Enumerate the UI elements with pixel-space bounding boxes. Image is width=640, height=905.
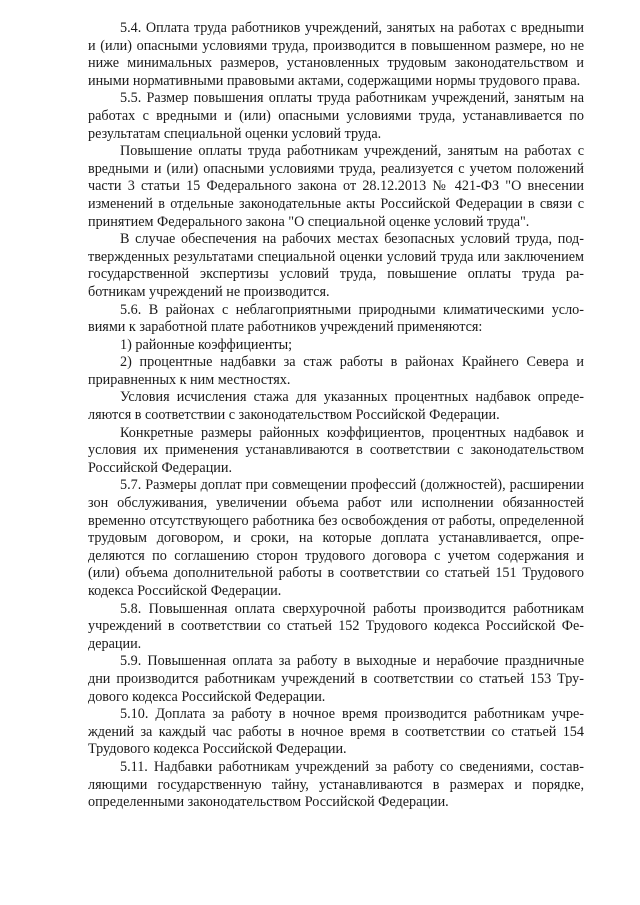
- paragraph-seniority-conditions: Условия исчисления стажа для указанных процентных надбавок определяются в соответствии с законодательством Российской Федерации.: [88, 389, 584, 424]
- paragraph-5-7: 5.7. Размеры доплат при совмещении профессий (должностей), расширении зон обслуживания, увеличении объема работ или исполнении обязанностей временно отсутствующего работника без освобождения от работы, определенной трудовым договором, и сроки, на которые доплата устанавливается, определяются по соглашению сторон трудового договора с учетом содержания и (или) объема дополнительной работы в соответствии со статьей 151 Трудового кодекса Российской Федерации.: [88, 477, 584, 599]
- paragraph-increase-implementation: Повышение оплаты труда работникам учреждений, занятым на работах с вредными и (или) опасными условиями труда, реализуется с учетом положений части 3 статьи 15 Федерального закона от 28.12.2013 № 421-ФЗ "О внесении изменений в отдельные законодательные акты Российской Федерации в связи с принятием Федерального закона "О специальной оценке условий труда".: [88, 143, 584, 230]
- list-item-percentage-allowances: 2) процентные надбавки за стаж работы в районах Крайнего Севера и приравненных к ним местностях.: [88, 354, 584, 388]
- list-item-regional-coefficients: 1) районные коэффициенты;: [120, 336, 293, 353]
- document-page: [88, 20, 584, 812]
- paragraph-specific-sizes: Конкретные размеры районных коэффициентов, процентных надбавок и условия их применения устанавливаются в соответствии с законодательством Российской Федерации.: [88, 424, 584, 476]
- paragraph-5-6: 5.6. В районах с неблагоприятными природными климатическими условиями к заработной плате работников учреждений применяются:: [88, 301, 584, 336]
- paragraph-5-11: 5.11. Надбавки работникам учреждений за работу со сведениями, составляющими государственную тайну, устанавливаются в размерах и порядке, определенными законодательством Российской Федерации.: [88, 758, 584, 811]
- paragraph-5-8: 5.8. Повышенная оплата сверхурочной работы производится работникам учреждений в соответствии со статьей 152 Трудового кодекса Российской Федерации.: [88, 600, 584, 652]
- paragraph-5-4: 5.4. Оплата труда работников учреждений, занятых на работах с вредныmи и (или) опасными условиями труда, производится в повышенном размере, но не ниже минимальных размеров, установленных трудовым законодательством и иными нормативными правовыми актами, содержащими нормы трудового права.: [88, 20, 584, 89]
- paragraph-safe-conditions: В случае обеспечения на рабочих местах безопасных условий труда, подтвержденных результатами специальной оценки условий труда или заключением государственной экспертизы условий труда, повышение оплаты труда работникам учреждений не производится.: [88, 231, 584, 300]
- paragraph-5-10: 5.10. Доплата за работу в ночное время производится работникам учреждений за каждый час работы в ночное время в соответствии со статьей 154 Трудового кодекса Российской Федерации.: [88, 706, 584, 758]
- paragraph-5-5: 5.5. Размер повышения оплаты труда работникам учреждений, занятым на работах с вредными и (или) опасными условиями труда, устанавливается по результатам специальной оценки условий труда.: [88, 90, 584, 142]
- paragraph-5-9: 5.9. Повышенная оплата за работу в выходные и нерабочие праздничные дни производится работникам учреждений в соответствии со статьей 153 Трудового кодекса Российской Федерации.: [88, 653, 584, 705]
